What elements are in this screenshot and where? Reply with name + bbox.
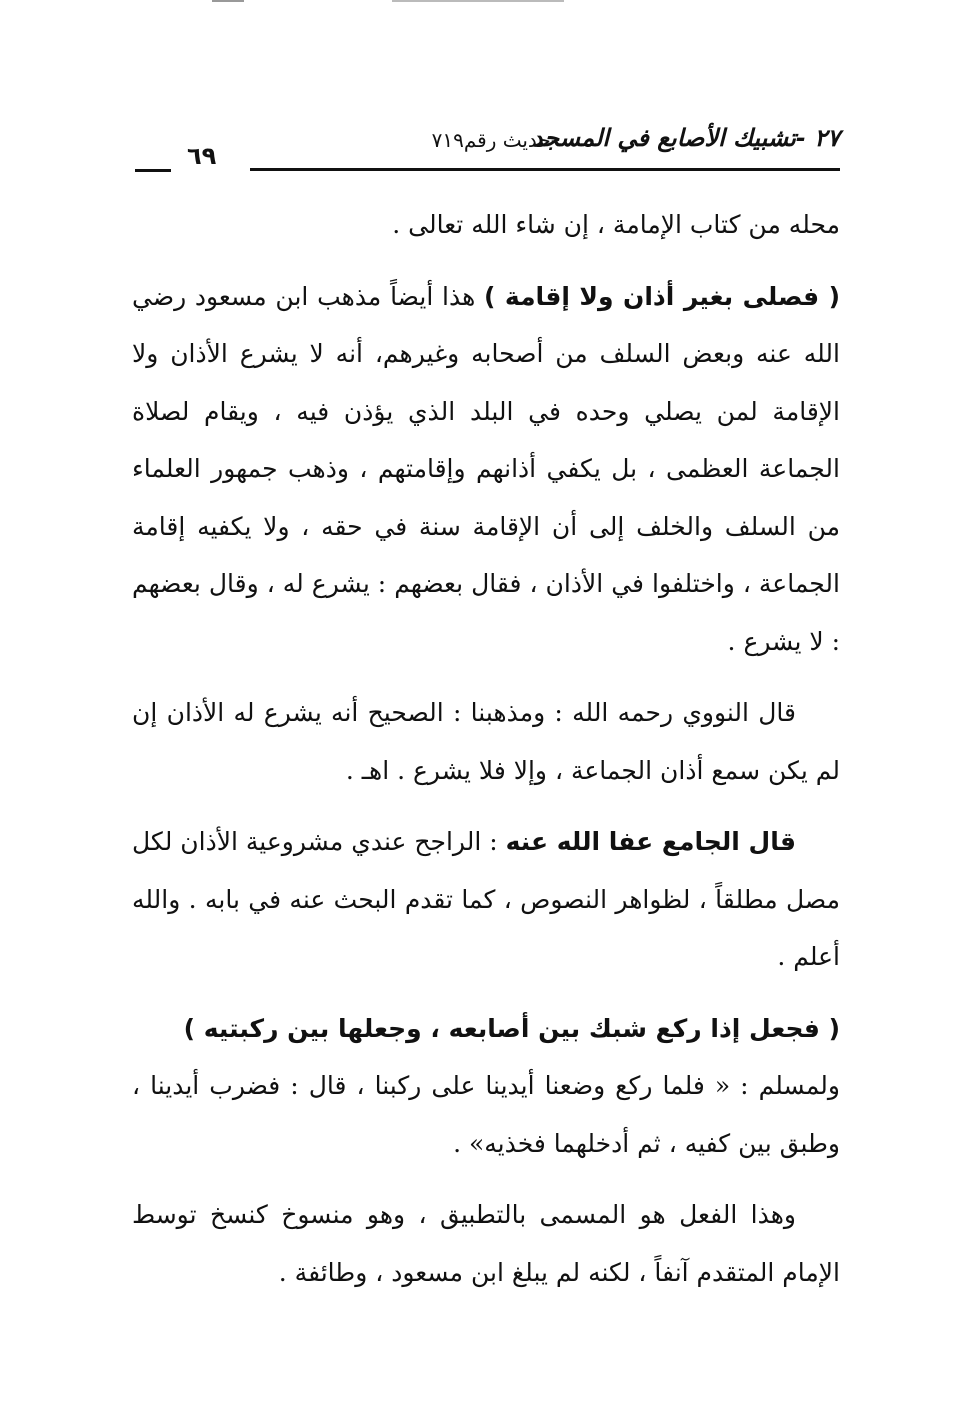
body-text (132, 196, 840, 1315)
paragraph-text: محله من كتاب الإمامة ، إن شاء الله تعالى . (392, 210, 840, 239)
paragraph (132, 1186, 840, 1301)
page-number: ٦٩ (187, 142, 217, 170)
header-rule (250, 168, 840, 171)
paragraph (132, 813, 840, 986)
paragraph-text: قال النووي رحمه الله : ومذهبنا : الصحيح أنه يشرع له الأذان إن لم يكن سمع أذان الجماعة ، وإلا فلا يشرع . اهـ . (132, 698, 840, 785)
hadith-number: -حديث رقم٧١٩ (431, 128, 558, 152)
paragraph (132, 268, 840, 671)
paragraph (132, 196, 840, 254)
chapter-title: ٢٧ -تشبيك الأصابع في المسجد (531, 124, 840, 152)
bold-phrase: قال الجامع عفا الله عنه (505, 827, 797, 856)
bold-phrase: ( فصلى بغير أذان ولا إقامة ) (484, 281, 840, 311)
paragraph-text: هذا أيضاً مذهب ابن مسعود رضي الله عنه وبعض السلف من أصحابه وغيرهم، أنه لا يشرع الأذان ولا الإقامة لمن يصلي وحده في البلد الذي يؤذن فيه ، ويقام لصلاة الجماعة العظمى ، بل يكفي أذانهم وإقامتهم ، وذهب جمهور العلماء من السلف والخلف إلى أن الإقامة سنة في حقه ، ولا يكفيه إقامة الجماعة ، واختلفوا في الأذان ، فقال بعضهم : يشرع له ، وقال بعضهم : لا يشرع . (132, 281, 840, 656)
paragraph-text: وهذا الفعل هو المسمى بالتطبيق ، وهو منسوخ كنسخ توسط الإمام المتقدم آنفاً ، لكنه لم يبلغ ابن مسعود ، وطائفة . (132, 1200, 840, 1287)
paragraph-text: : الراجح عندي مشروعية الأذان لكل مصل مطلقاً ، لظواهر النصوص ، كما تقدم البحث عنه في بابه . والله أعلم . (132, 827, 840, 971)
bold-heading: ( فجعل إذا ركع شبك بين أصابعه ، وجعلها بين ركبتيه ) (183, 1013, 840, 1043)
scan-edge-marks (0, 0, 978, 8)
scan-mark (212, 0, 244, 2)
page-number-dash (135, 169, 171, 172)
paragraph (132, 684, 840, 799)
paragraph (132, 1000, 840, 1173)
scan-mark (392, 0, 564, 2)
paragraph-text: ولمسلم : « فلما ركع وضعنا أيدينا على ركبنا ، قال : فضرب أيدينا ، وطبق بين كفيه ، ثم أدخلهما فخذيه» . (132, 1071, 840, 1158)
running-header (135, 120, 840, 180)
